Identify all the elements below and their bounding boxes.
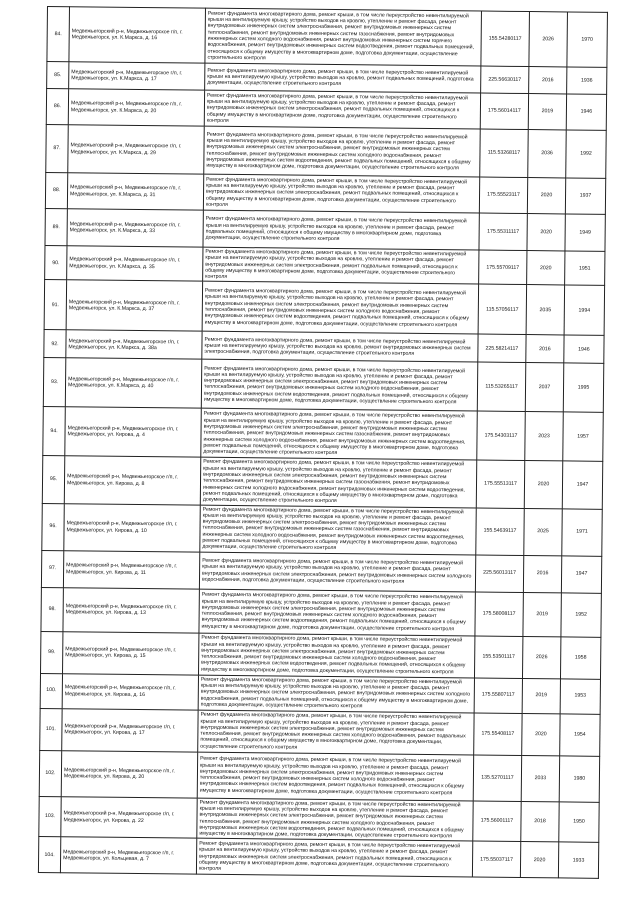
repair-year-cell: 2023: [525, 412, 564, 461]
work-description-cell: Ремонт фундамента многоквартирного дома, ремонт крыши, в том числе переустройство невентилируемой крыши на вентилируемую крышу, устройство выходов на кровлю, утепление и ремонт фасада, ремонт внутридомовых инженерных систем электроснабжения, ремонт внутридомовых инженерных систем теплоснабжения, ремонт внутридомовых инженерных систем холодного водоснабжения, ремонт внутридомовых инженерных систем водоотведения, ремонт подвальных помещений, относящихся к общему имуществу в многоквартирном доме, подготовка документации, осуществление строительного контроля: [201, 360, 477, 412]
repair-year-cell: 2020: [520, 842, 558, 878]
table-row: [39, 750, 599, 802]
build-year-cell: 1957: [563, 412, 604, 461]
work-description-cell: Ремонт фундамента многоквартирного дома, ремонт крыши, в том числе переустройство невентилируемой крыши на вентилируемую крышу, устройство выходов на кровлю, ремонт подвальных помещений, подготовка документации, осуществление строительного контроля: [205, 63, 481, 93]
address-cell: Медвежьегорский р-н, Медвежьегорское г/п, г. Медвежьегорск, ул. Кирова, д. 13: [63, 587, 199, 632]
repair-year-cell: 2025: [524, 508, 562, 555]
cost-cell: 115.53265117: [477, 363, 526, 412]
row-number: 94.: [43, 407, 66, 456]
repair-year-cell: 2020: [527, 214, 565, 251]
cost-cell: 175.55513117: [476, 461, 524, 509]
address-cell: Медвежьегорский р-н, Медвежьегорское г/п, г. Медвежьегорск, ул. Кольцевая, д. 7: [60, 837, 196, 874]
table-row: [46, 89, 606, 131]
build-year-cell: 1992: [566, 130, 607, 178]
build-year-cell: 1947: [561, 556, 601, 593]
work-description-cell: Ремонт фундамента многоквартирного дома, ремонт крыши, в том числе переустройство невентилируемой крыши на вентилируемую крышу, устройство выходов на кровлю, утепление и ремонт фасада, ремонт внутридомовых инженерных систем электроснабжения, ремонт внутридомовых инженерных систем теплоснабжения, ремонт внутридомовых инженерных систем газоснабжения, ремонт внутридомовых инженерных систем холодного водоснабжения, ремонт внутридомовых инженерных систем горячего водоснабжения, ремонт внутридомовых инженерных систем водоотведения, ремонт подвальных помещений, относящихся к общему имуществу в многоквартирном доме, подготовка документации, осуществление строительного контроля: [205, 8, 482, 66]
work-description-cell: Ремонт фундамента многоквартирного дома, ремонт крыши, в том числе переустройство невентилируемой крыши на вентилируемую крышу, устройство выходов на кровлю, утепление и ремонт фасада, ремонт внутридомовых инженерных систем электроснабжения, ремонт внутридомовых инженерных систем теплоснабжения, ремонт внутридомовых инженерных систем холодного водоснабжения, ремонт внутридомовых инженерных систем водоотведения, ремонт подвальных помещений, относящихся к общему имуществу в многоквартирном доме, подготовка документации, осуществление строительного контроля: [199, 633, 475, 678]
address-cell: Медвежьегорский р-н, Медвежьегорское г/п, г. Медвежьегорск, ул. К.Маркса, д. 16: [69, 7, 206, 63]
repair-year-cell: 2016: [523, 555, 561, 592]
table-row: [43, 407, 603, 462]
address-cell: Медвежьегорский р-н, Медвежьегорское г/п, г. Медвежьегорск, ул. Кирова, д. 8: [64, 456, 200, 504]
table-row: [47, 7, 608, 68]
repair-year-cell: 2020: [524, 461, 562, 508]
cost-cell: 175.58008117: [475, 592, 523, 637]
row-number: 88.: [45, 172, 67, 208]
work-description-cell: Ремонт фундамента многоквартирного дома, ремонт крыши, в том числе переустройство невентилируемой крыши на вентилируемую крышу, устройство выходов на кровлю, утепление и ремонт фасада, ремонт внутридомовых инженерных систем электроснабжения, ремонт внутридомовых инженерных систем теплоснабжения, ремонт внутридомовых инженерных систем холодного водоснабжения, ремонт подвальных помещений, относящихся к общему имуществу в многоквартирном доме, подготовка документации, осуществление строительного контроля: [198, 710, 474, 755]
table-row: [41, 631, 601, 679]
address-cell: Медвежьегорский р-н, Медвежьегорское г/п, г. Медвежьегорск, ул. Кирова, д. 20: [61, 750, 197, 797]
work-description-cell: Ремонт фундамента многоквартирного дома, ремонт крыши, в том числе переустройство невентилируемой крыши на вентилируемую крышу, устройство выходов на кровлю, ремонт внутридомовых инженерных систем электроснабжения, подготовка документации, осуществление строительного контроля: [202, 332, 478, 363]
cost-cell: 225.56013117: [475, 555, 523, 593]
repair-year-cell: 2016: [526, 335, 564, 363]
table-row: [43, 358, 603, 413]
table-row: [39, 796, 599, 843]
build-year-cell: 1971: [562, 508, 602, 555]
cost-cell: 175.55311117: [479, 213, 527, 251]
cost-cell: 175.54303117: [477, 412, 526, 461]
table-body: [38, 7, 607, 879]
repair-year-cell: 2026: [522, 636, 560, 678]
row-number: 86.: [46, 89, 68, 125]
table-row: [46, 124, 606, 178]
cost-cell: 175.55037117: [472, 841, 520, 878]
table-row: [45, 245, 605, 285]
row-number: 103.: [39, 796, 61, 837]
cost-cell: 175.56001117: [473, 801, 521, 842]
build-year-cell: 1994: [564, 285, 605, 335]
row-number: 100.: [40, 673, 62, 708]
address-cell: Медвежьегорский р-н, Медвежьегорское г/п, г. Медвежьегорск, ул. Кирова, д. 10: [64, 503, 200, 551]
work-description-cell: Ремонт фундамента многоквартирного дома, ремонт крыши, в том числе переустройство невентилируемой крыши на вентилируемую крышу, устройство выходов на кровлю, утепление и ремонт фасада, ремонт внутридомовых инженерных систем электроснабжения, ремонт подвальных помещений, относящихся к общему имуществу в многоквартирном доме, подготовка документации, осуществление строительного контроля: [196, 839, 472, 878]
build-year-cell: 1970: [567, 12, 608, 67]
table-row: [42, 503, 602, 556]
row-number: 102.: [39, 750, 61, 796]
repair-year-cell: 2020: [527, 178, 565, 214]
work-description-cell: Ремонт фундамента многоквартирного дома, ремонт крыши, в том числе переустройство невентилируемой крыши на вентилируемую крышу, устройство выходов на кровлю, утепление и ремонт фасада, ремонт внутридомовых инженерных систем электроснабжения, ремонт внутридомовых инженерных систем теплоснабжения, ремонт внутридомовых инженерных систем холодного водоснабжения, ремонт внутридомовых инженерных систем водоотведения, ремонт подвальных помещений, относящихся к общему имуществу в многоквартирном доме, подготовка документации, осуществление строительного контроля: [197, 752, 473, 801]
table-row: [45, 208, 605, 251]
cost-cell: 115.53268117: [480, 129, 529, 178]
capital-repair-table: [38, 6, 608, 879]
address-cell: Медвежьегорский р-н, Медвежьегорское г/п, г. Медвежьегорск, ул. Кирова, д. 15: [63, 631, 199, 674]
work-description-cell: Ремонт фундамента многоквартирного дома, ремонт крыши, в том числе переустройство невентилируемой крыши на вентилируемую крышу, устройство выходов на кровлю, утепление и ремонт фасада, ремонт внутридомовых инженерных систем электроснабжения, ремонт подвальных помещений, относящихся к общему имуществу в многоквартирном доме, подготовка документации, осуществление строительного контроля: [203, 174, 479, 213]
repair-year-cell: 2035: [526, 285, 565, 335]
cost-cell: 155.54639117: [476, 508, 524, 556]
repair-year-cell: 2019: [522, 678, 560, 713]
row-number: 101.: [40, 708, 62, 750]
repair-year-cell: 2037: [525, 363, 564, 412]
build-year-cell: 1937: [565, 178, 605, 214]
work-description-cell: Ремонт фундамента многоквартирного дома, ремонт крыши, в том числе переустройство невентилируемой крыши на вентилируемую крышу, устройство выходов на кровлю, утепление и ремонт фасада, ремонт внутридомовых инженерных систем электроснабжения, ремонт подвальных помещений, относящихся к общему имуществу в многоквартирном доме, подготовка документации, осуществление строительного контроля: [203, 247, 479, 284]
build-year-cell: 1980: [559, 756, 599, 802]
row-number: 95.: [42, 456, 64, 503]
cost-cell: 115.57056117: [478, 285, 527, 335]
work-description-cell: Ремонт фундамента многоквартирного дома, ремонт крыши, в том числе переустройство невентилируемой крыши на вентилируемую крышу, устройство выходов на кровлю, утепление и ремонт фасада, ремонт внутридомовых инженерных систем электроснабжения, ремонт внутридомовых инженерных систем холодного водоснабжения, ремонт подвальных помещений, относящихся к общему имуществу в многоквартирном доме, подготовка документации, осуществление строительного контроля: [198, 675, 474, 713]
address-cell: Медвежьегорский р-н, Медвежьегорское г/п, г. Медвежьегорск, ул. Кирова, д. 17: [62, 708, 198, 751]
build-year-cell: 1950: [559, 802, 599, 843]
cost-cell: 175.55709117: [479, 250, 527, 285]
row-number: 97.: [41, 550, 63, 587]
cost-cell: 155.53501117: [474, 636, 522, 679]
work-description-cell: Ремонт фундамента многоквартирного дома, ремонт крыши, в том числе переустройство невентилируемой крыши на вентилируемую крышу, устройство выходов на кровлю, утепление и ремонт фасада, ремонт внутридомовых инженерных систем электроснабжения, ремонт внутридомовых инженерных систем теплоснабжения, ремонт внутридомовых инженерных систем холодного водоснабжения, ремонт внутридомовых инженерных систем водоотведения, ремонт подвальных помещений, относящихся к общему имуществу в многоквартирном доме, подготовка документации, осуществление строительного контроля: [197, 798, 473, 842]
address-cell: Медвежьегорский р-н, Медвежьегорское г/п, г. Медвежьегорск, ул. К.Маркса, д. 35: [67, 246, 203, 282]
address-cell: Медвежьегорский р-н, Медвежьегорское г/п, г. Медвежьегорск, ул. К.Маркса, д. 40: [65, 358, 202, 408]
cost-cell: 135.52701117: [473, 755, 521, 802]
build-year-cell: 1958: [560, 637, 600, 679]
work-description-cell: Ремонт фундамента многоквартирного дома, ремонт крыши, в том числе переустройство невентилируемой крыши на вентилируемую крышу, устройство выходов на кровлю, утепление и ремонт фасада, ремонт подвальных помещений, относящихся к общему имуществу в многоквартирном доме, подготовка документации, осуществление строительного контроля: [203, 210, 479, 250]
row-number: 91.: [44, 280, 67, 330]
work-description-cell: Ремонт фундамента многоквартирного дома, ремонт крыши, в том числе переустройство невентилируемой крыши на вентилируемую крышу, устройство выходов на кровлю, утепление и ремонт фасада, ремонт внутридомовых инженерных систем электроснабжения, ремонт внутридомовых инженерных систем теплоснабжения, ремонт внутридомовых инженерных систем холодного водоснабжения, ремонт внутридомовых инженерных систем водоотведения, ремонт подвальных помещений, относящихся к общему имуществу в многоквартирном доме, подготовка документации, осуществление строительного контроля: [202, 282, 479, 335]
repair-year-cell: 2016: [529, 67, 567, 94]
build-year-cell: 1995: [563, 363, 604, 412]
cost-cell: 155.54280117: [481, 11, 530, 66]
build-year-cell: 1947: [562, 461, 602, 508]
row-number: 90.: [45, 245, 67, 280]
work-description-cell: Ремонт фундамента многоквартирного дома, ремонт крыши, в том числе переустройство невентилируемой крыши на вентилируемую крышу, устройство выходов на кровлю, утепление и ремонт фасада, ремонт внутридомовых инженерных систем электроснабжения, ремонт внутридомовых инженерных систем теплоснабжения, ремонт внутридомовых инженерных систем газоснабжения, ремонт внутридомовых инженерных систем холодного водоснабжения, ремонт внутридомовых инженерных систем водоотведения, ремонт подвальных помещений, относящихся к общему имуществу в многоквартирном доме, подготовка документации, осуществление строительного контроля: [200, 505, 476, 555]
repair-year-cell: 2020: [522, 713, 560, 755]
work-description-cell: Ремонт фундамента многоквартирного дома, ремонт крыши, в том числе переустройство невентилируемой крыши на вентилируемую крышу, устройство выходов на кровлю, утепление и ремонт фасада, ремонт внутридомовых инженерных систем электроснабжения, ремонт внутридомовых инженерных систем холодного водоснабжения, подготовка документации, осуществление строительного контроля: [199, 552, 475, 592]
row-number: 84.: [47, 7, 70, 62]
address-cell: Медвежьегорский р-н, Медвежьегорское г/п, г. Медвежьегорск, ул. К.Маркса, д. 20: [68, 89, 204, 126]
address-cell: Медвежьегорский р-н, Медвежьегорское г/п, г. Медвежьегорск, ул. Кирова, д. 22: [61, 796, 197, 838]
repair-year-cell: 2019: [528, 94, 566, 130]
table-row: [45, 172, 605, 214]
table-row: [41, 550, 601, 593]
table-row: [41, 587, 601, 637]
address-cell: Медвежьегорский р-н, Медвежьегорское г/п, г. Медвежьегорск, ул. К.Маркса, д. 29: [68, 125, 204, 174]
repair-year-cell: 2019: [523, 592, 561, 636]
cost-cell: 225.56630117: [481, 66, 529, 94]
table-row: [38, 837, 598, 879]
build-year-cell: 1933: [558, 842, 598, 878]
table-row: [42, 456, 602, 509]
row-number: 99.: [41, 631, 63, 673]
build-year-cell: 1936: [567, 67, 607, 94]
work-description-cell: Ремонт фундамента многоквартирного дома, ремонт крыши, в том числе переустройство невентилируемой крыши на вентилируемую крышу, устройство выходов на кровлю, утепление и ремонт фасада, ремонт внутридомовых инженерных систем электроснабжения, ремонт внутридомовых инженерных систем теплоснабжения, ремонт внутридомовых инженерных систем холодного водоснабжения, ремонт внутридомовых инженерных систем водоотведения, ремонт подвальных помещений, относящихся к общему имуществу в многоквартирном доме, подготовка документации, осуществление строительного контроля: [199, 589, 475, 636]
cost-cell: 225.58214117: [478, 335, 526, 364]
build-year-cell: 1953: [560, 679, 600, 714]
row-number: 89.: [45, 208, 67, 245]
work-description-cell: Ремонт фундамента многоквартирного дома, ремонт крыши, в том числе переустройство невентилируемой крыши на вентилируемую крышу, устройство выходов на кровлю, утепление и ремонт фасада, ремонт внутридомовых инженерных систем электроснабжения, ремонт внутридомовых инженерных систем теплоснабжения, ремонт внутридомовых инженерных систем газоснабжения, ремонт внутридомовых инженерных систем холодного водоснабжения, ремонт внутридомовых инженерных систем водоотведения, ремонт подвальных помещений, относящихся к общему имуществу в многоквартирном доме, подготовка документации, осуществление строительного контроля: [201, 409, 477, 461]
row-number: 85.: [47, 62, 69, 89]
cost-cell: 175.56014117: [480, 93, 528, 130]
cost-cell: 175.55807117: [474, 678, 522, 714]
row-number: 104.: [38, 837, 60, 873]
work-description-cell: Ремонт фундамента многоквартирного дома, ремонт крыши, в том числе переустройство невентилируемой крыши на вентилируемую крышу, устройство выходов на кровлю, утепление и ремонт фасада, ремонт внутридомовых инженерных систем электроснабжения, ремонт внутридомовых инженерных систем теплоснабжения, ремонт внутридомовых инженерных систем газоснабжения, ремонт внутридомовых инженерных систем холодного водоснабжения, ремонт внутридомовых инженерных систем водоотведения, ремонт подвальных помещений, относящихся к общему имуществу в многоквартирном доме, подготовка документации, осуществление строительного контроля: [200, 458, 476, 508]
build-year-cell: 1952: [561, 593, 601, 637]
address-cell: Медвежьегорский р-н, Медвежьегорское г/п, г. Медвежьегорск, ул. К.Маркса, д. 17: [69, 62, 205, 90]
repair-year-cell: 2033: [521, 755, 559, 801]
row-number: 93.: [43, 358, 66, 407]
address-cell: Медвежьегорский р-н, Медвежьегорское г/п, г. Медвежьегорск, ул. Кирова, д. 4: [65, 407, 202, 457]
address-cell: Медвежьегорский р-н, Медвежьегорское г/п, г. Медвежьегорск, ул. К.Маркса, д. 33: [67, 209, 203, 247]
build-year-cell: 1946: [564, 335, 604, 363]
row-number: 92.: [44, 330, 66, 358]
work-description-cell: Ремонт фундамента многоквартирного дома, ремонт крыши, в том числе переустройство невентилируемой крыши на вентилируемую крышу, устройство выходов на кровлю, утепление и ремонт фасада, ремонт внутридомовых инженерных систем электроснабжения, ремонт подвальных помещений, относящихся к общему имуществу в многоквартирном доме, подготовка документации, осуществление строительного контроля: [204, 90, 480, 129]
repair-year-cell: 2018: [521, 801, 559, 842]
build-year-cell: 1946: [566, 94, 606, 130]
build-year-cell: 1951: [565, 251, 605, 286]
cost-cell: 175.55408117: [474, 713, 522, 756]
build-year-cell: 1954: [560, 714, 600, 756]
repair-year-cell: 2020: [527, 251, 565, 286]
row-number: 96.: [42, 503, 64, 550]
table-row: [40, 708, 600, 756]
row-number: 98.: [41, 587, 63, 631]
table-row: [40, 673, 600, 714]
table-row: [44, 280, 604, 336]
address-cell: Медвежьегорский р-н, Медвежьегорское г/п, г. Медвежьегорск, ул. К.Маркса, д. 38а: [66, 330, 202, 359]
repair-year-cell: 2026: [529, 12, 568, 67]
address-cell: Медвежьегорский р-н, Медвежьегорское г/п, г. Медвежьегорск, ул. К.Маркса, д. 31: [67, 173, 203, 210]
row-number: 87.: [46, 124, 69, 172]
cost-cell: 175.55523117: [479, 177, 527, 214]
address-cell: Медвежьегорский р-н, Медвежьегорское г/п, г. Медвежьегорск, ул. Кирова, д. 16: [62, 673, 198, 709]
build-year-cell: 1949: [565, 214, 605, 251]
work-description-cell: Ремонт фундамента многоквартирного дома, ремонт крыши, в том числе переустройство невентилируемой крыши на вентилируемую крышу, устройство выходов на кровлю, утепление и ремонт фасада, ремонт внутридомовых инженерных систем электроснабжения, ремонт внутридомовых инженерных систем теплоснабжения, ремонт внутридомовых инженерных систем холодного водоснабжения, ремонт внутридомовых инженерных систем водоотведения, ремонт подвальных помещений, относящихся к общему имуществу в многоквартирном доме, подготовка документации, осуществление строительного контроля: [204, 126, 480, 177]
address-cell: Медвежьегорский р-н, Медвежьегорское г/п, г. Медвежьегорск, ул. Кирова, д. 11: [63, 550, 199, 588]
repair-year-cell: 2036: [528, 130, 567, 178]
address-cell: Медвежьегорский р-н, Медвежьегорское г/п, г. Медвежьегорск, ул. К.Маркса, д. 37: [66, 280, 203, 331]
